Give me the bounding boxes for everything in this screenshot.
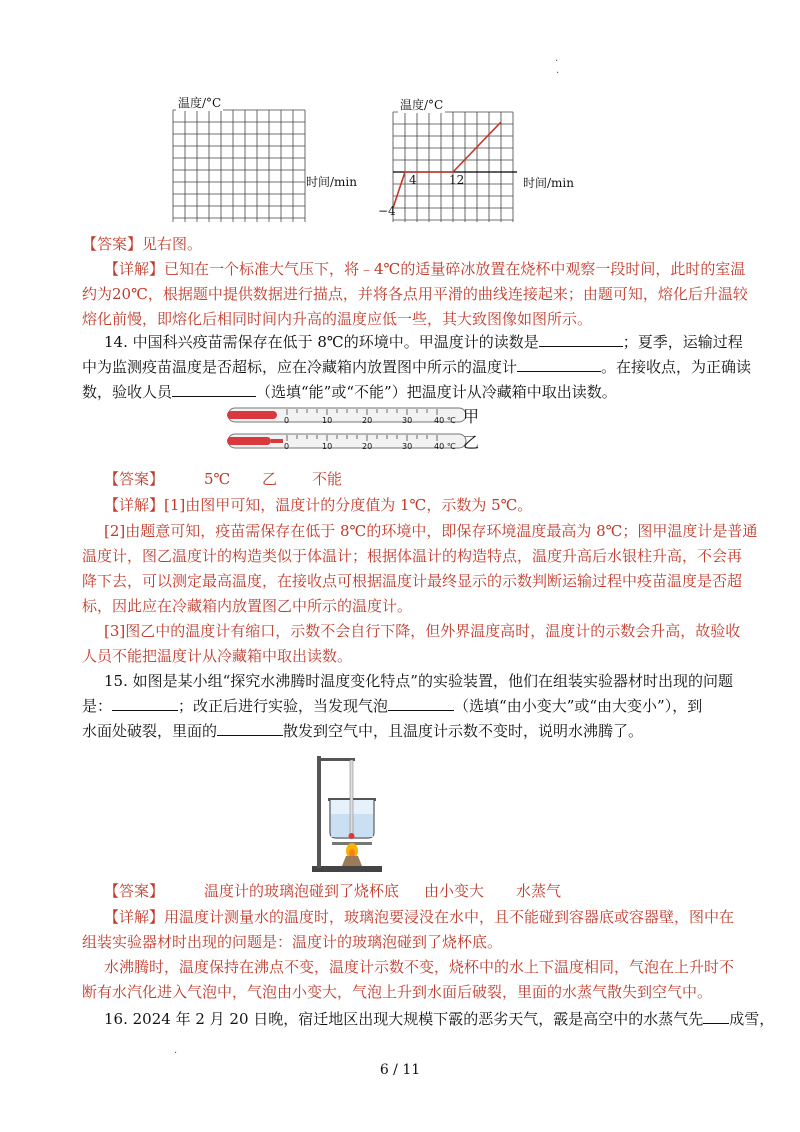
y-axis-label: 温度/°C	[178, 96, 222, 110]
answer-blank[interactable]	[217, 721, 283, 736]
data-line	[393, 122, 501, 208]
answer-blank[interactable]	[112, 696, 178, 711]
stray-dot: ·	[556, 68, 560, 79]
q15-detail: 组装实验器材时出现的问题是：温度计的玻璃泡碰到了烧杯底。	[82, 933, 503, 951]
y-axis-label: 温度/°C	[400, 98, 444, 112]
q14-stem: 14. 中国科兴疫苗需保存在低于 8℃的环境中。甲温度计的读数是 ；夏季，运输过程	[104, 333, 743, 351]
q14-stem: 数，验收人员 （选填“能”或“不能”）把温度计从冷藏箱中取出读数。	[82, 383, 617, 401]
tick-label-12: 12	[449, 173, 465, 187]
answer-blank[interactable]	[172, 382, 256, 397]
grid-lines	[173, 110, 305, 222]
x-axis-label: 时间/min	[306, 175, 357, 189]
q13-detail: 熔化前慢，即熔化后相同时间内升高的温度应低一些，其大致图像如图所示。	[82, 310, 593, 328]
boiling-experiment-apparatus-illustration	[302, 748, 412, 878]
empty-temperature-time-graph	[165, 92, 365, 232]
answer-blank[interactable]	[517, 357, 601, 372]
q15-detail: 断有水汽化进入气泡中，气泡由小变大，气泡上升到水面后破裂，里面的水蒸气散失到空气中。	[82, 983, 713, 1001]
q14-detail: 温度计，图乙温度计的构造类似于体温计；根据体温计的构造特点，温度升高后水银柱升高，不会再	[82, 547, 743, 565]
q14-detail: 【详解】[1]由图甲可知，温度计的分度值为 1℃，示数为 5℃。	[104, 496, 533, 514]
answer-blank[interactable]	[539, 332, 623, 347]
q14-detail: 人员不能把温度计从冷藏箱中取出读数。	[82, 647, 353, 665]
thermometer-label-yi: 乙	[463, 433, 480, 452]
q14-stem: 中为监测疫苗温度是否超标，应在冷藏箱内放置图中所示的温度计 。在接收点，为正确读	[82, 358, 752, 376]
q15-answer: 【答案】 温度计的玻璃泡碰到了烧杯底 由小变大 水蒸气	[104, 882, 562, 900]
ice-melting-graph	[385, 92, 535, 232]
thermometer-label-jia: 甲	[463, 407, 480, 426]
q14-detail: 标，因此应在冷藏箱内放置图乙中所示的温度计。	[82, 597, 413, 615]
q16-stem: 16. 2024 年 2 月 20 日晚，宿迁地区出现大规模下霰的恶劣天气，霰是高空中的水蒸气先 成雪，	[104, 1010, 775, 1028]
answer-blank[interactable]	[703, 1009, 729, 1024]
stray-dot: ·	[174, 1048, 178, 1059]
q15-detail: 水沸腾时，温度保持在沸点不变，温度计示数不变，烧杯中的水上下温度相同，气泡在上升时不	[104, 958, 735, 976]
stray-dot: ·	[555, 56, 559, 67]
page-number: 6 / 11	[379, 1062, 421, 1078]
tick-label-4: 4	[409, 173, 417, 187]
q14-detail: 降下去，可以测定最高温度，在接收点可根据温度计最终显示的示数判断运输过程中疫苗温度是否超	[82, 572, 743, 590]
q13-detail: 约为20℃，根据题中提供数据进行描点，并将各点用平滑的曲线连接起来；由题可知，熔化后升温较	[82, 285, 748, 303]
q15-stem: 是： ；改正后进行实验，当发现气泡 （选填“由小变大”或“由大变小”），到	[82, 697, 703, 715]
x-axis-label: 时间/min	[523, 176, 574, 190]
q14-detail: [2]由题意可知，疫苗需保存在低于 8℃的环境中，即保存环境温度最高为 8℃；图甲温度计是普通	[104, 522, 758, 540]
q13-answer: 【答案】见右图。	[82, 235, 203, 253]
q14-detail: [3]图乙中的温度计有缩口，示数不会自行下降，但外界温度高时，温度计的示数会升高，故验收	[104, 622, 741, 640]
q15-stem: 15. 如图是某小组“探究水沸腾时温度变化特点”的实验装置，他们在组装实验器材时出现的问题	[104, 672, 733, 690]
q13-detail: 【详解】已知在一个标准大气压下，将﹣4℃的适量碎冰放置在烧杯中观察一段时间，此时的室温	[104, 260, 746, 278]
q15-stem: 水面处破裂，里面的 散发到空气中，且温度计示数不变时，说明水沸腾了。	[82, 722, 644, 740]
answer-blank[interactable]	[388, 696, 454, 711]
q14-answer: 【答案】 5℃ 乙 不能	[104, 470, 343, 488]
tick-label-neg4: −4	[378, 204, 396, 218]
q15-detail: 【详解】用温度计测量水的温度时，玻璃泡要浸没在水中，且不能碰到容器底或容器壁，图中在	[104, 908, 735, 926]
